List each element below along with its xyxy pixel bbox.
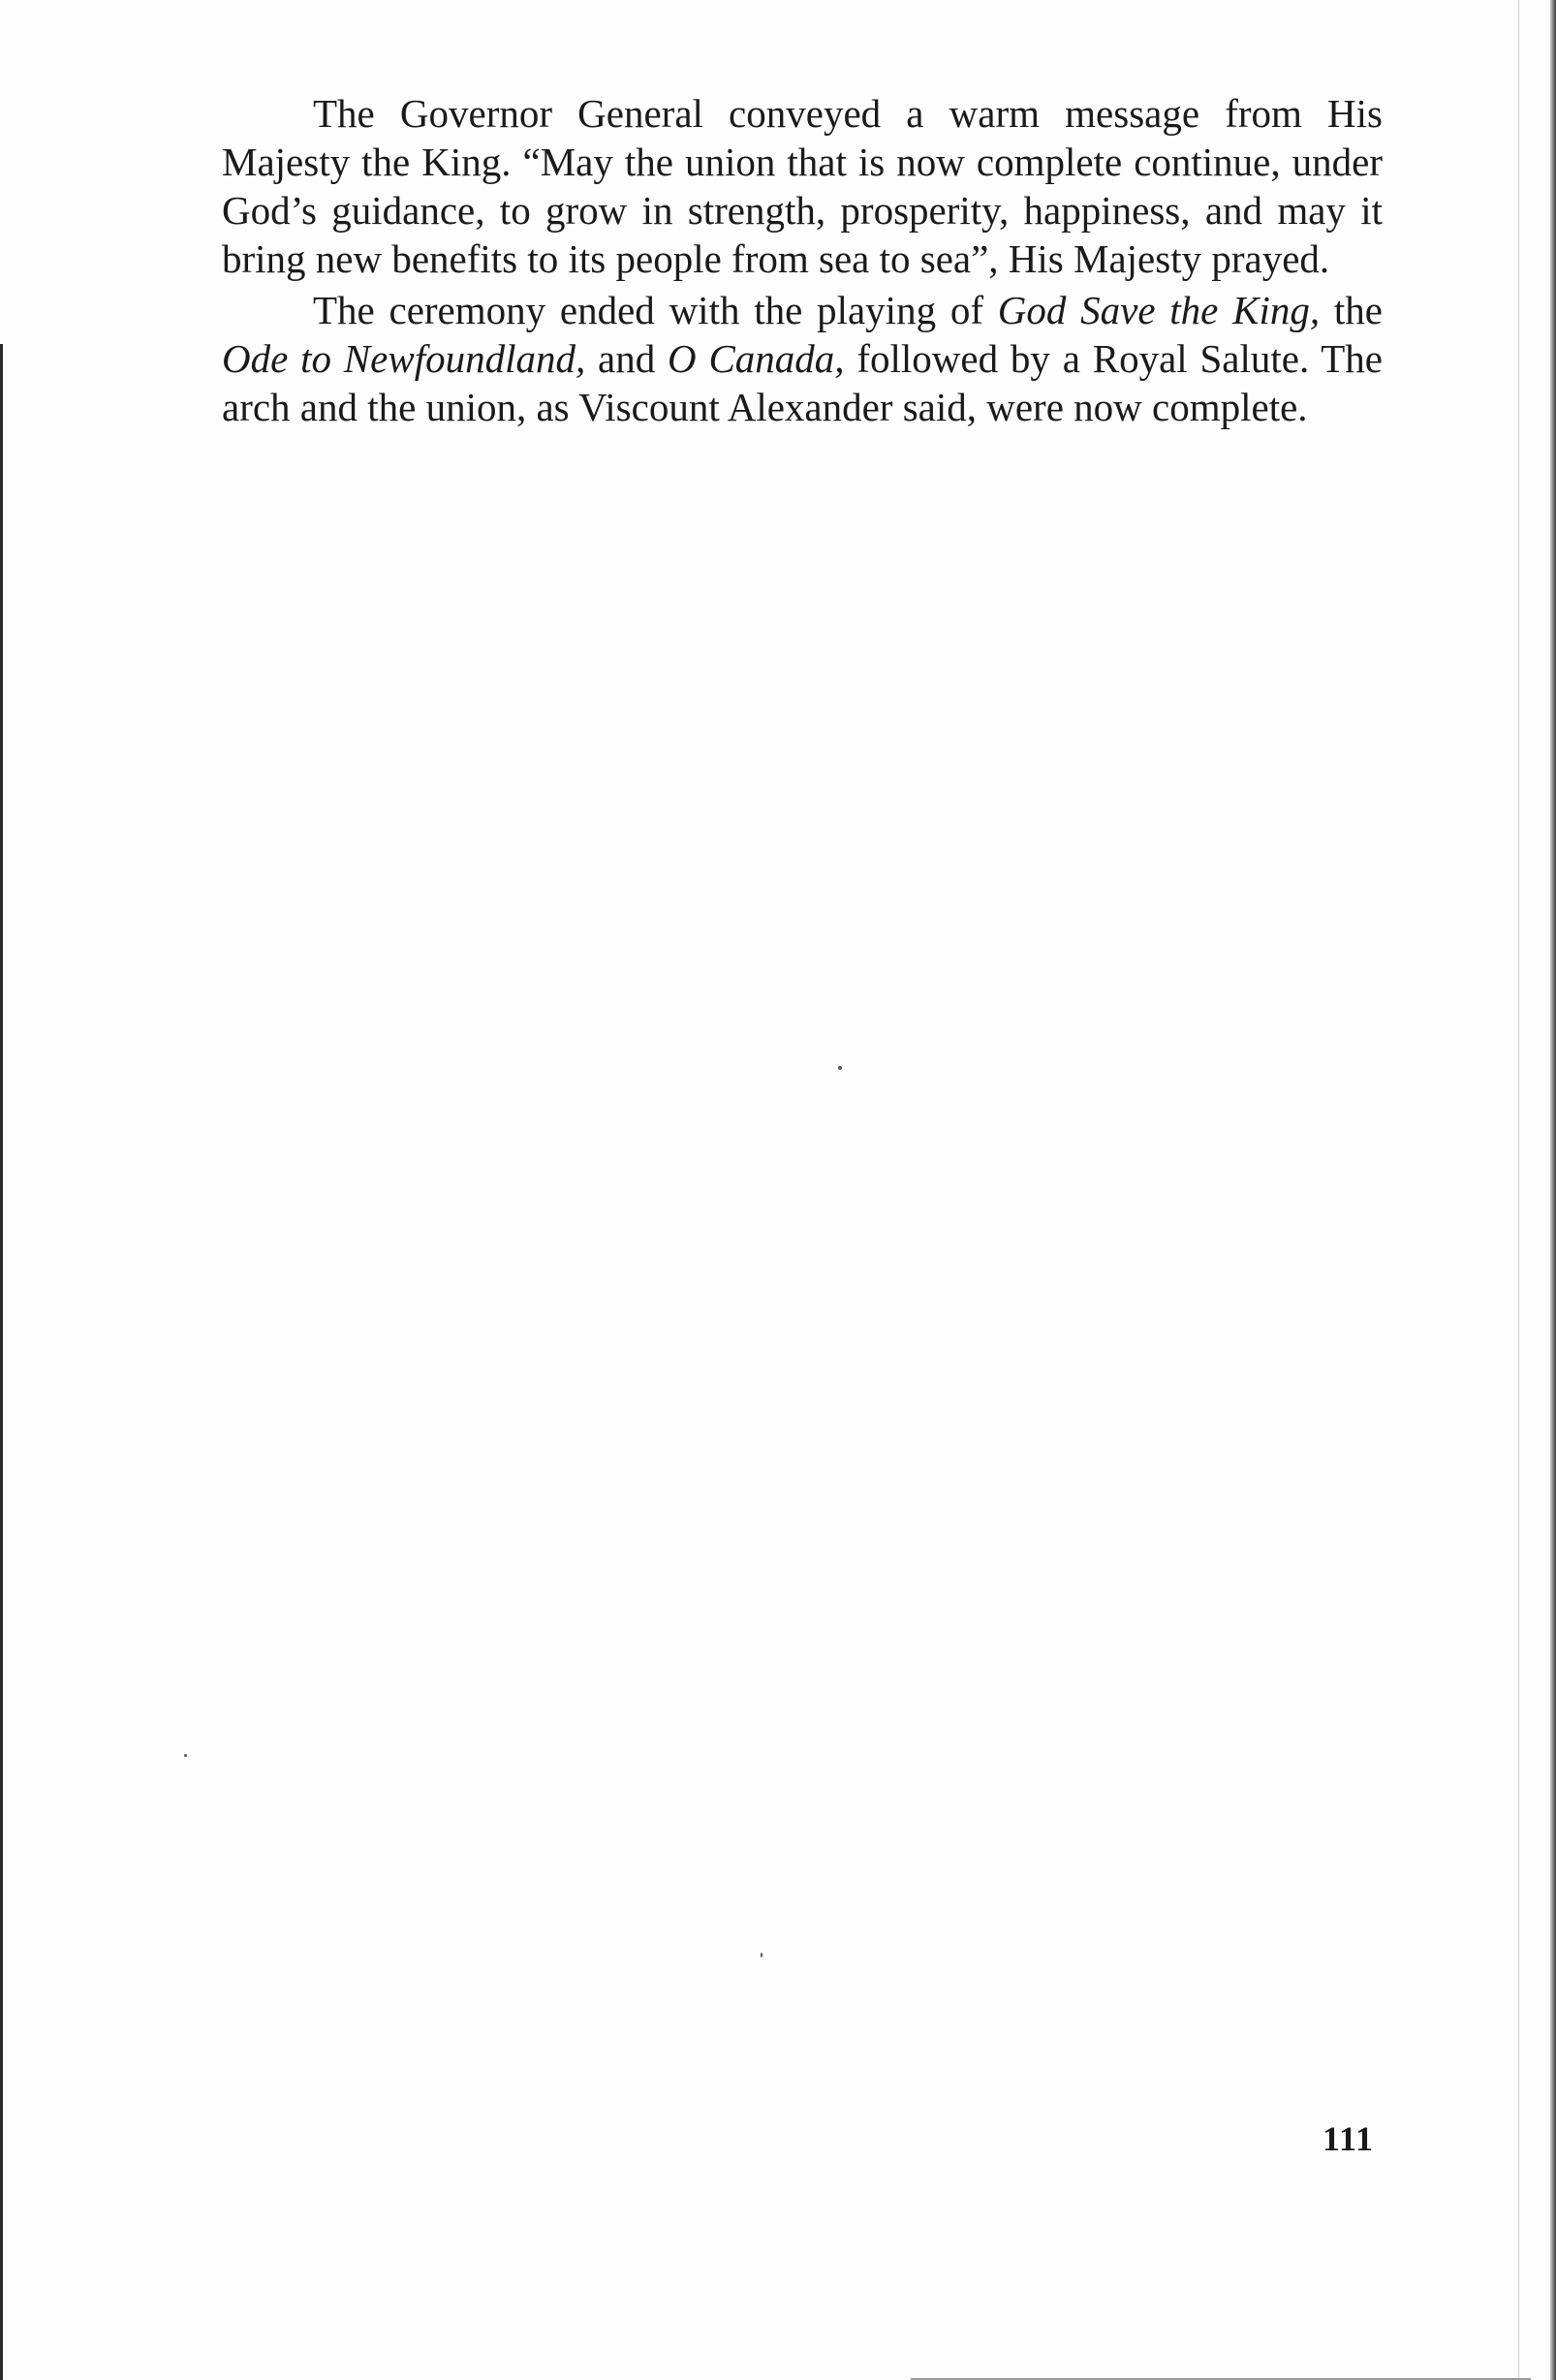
paragraph-1-text: The Governor General conveyed a warm message from His Majesty the King. “May the union that is now complete continue, under God’s guidance, to grow in strength, prosperity, happiness, and may it bring new benefits to its people from sea to sea”, His Majesty prayed. [222,91,1383,281]
paragraph-2-text-b: the [1320,288,1383,332]
paragraph-2-text-a: The ceremony ended with the playing of [313,288,998,332]
page-left-edge [0,344,3,2380]
paragraph-2-text-d: followed by a Royal Salute. The arch and the union, as Viscount Alexander said, were now complete. [222,336,1383,429]
scan-speck [838,1066,842,1070]
song-title-ode-to-newfoundland: Ode to Newfoundland, [222,336,586,381]
song-title-god-save-the-king: God Save the King, [997,288,1321,332]
page-number: 111 [1323,2119,1375,2158]
page-right-edge-line [1518,0,1519,2380]
page-right-edge [1550,0,1556,2380]
scan-speck [761,1953,762,1957]
paragraph-2 [222,286,1383,431]
song-title-o-canada: O Canada, [668,336,845,381]
paragraph-2-text-c: and [585,336,669,381]
body-text [222,89,1383,434]
paragraph-1 [222,89,1383,283]
scan-speck [184,1754,187,1757]
